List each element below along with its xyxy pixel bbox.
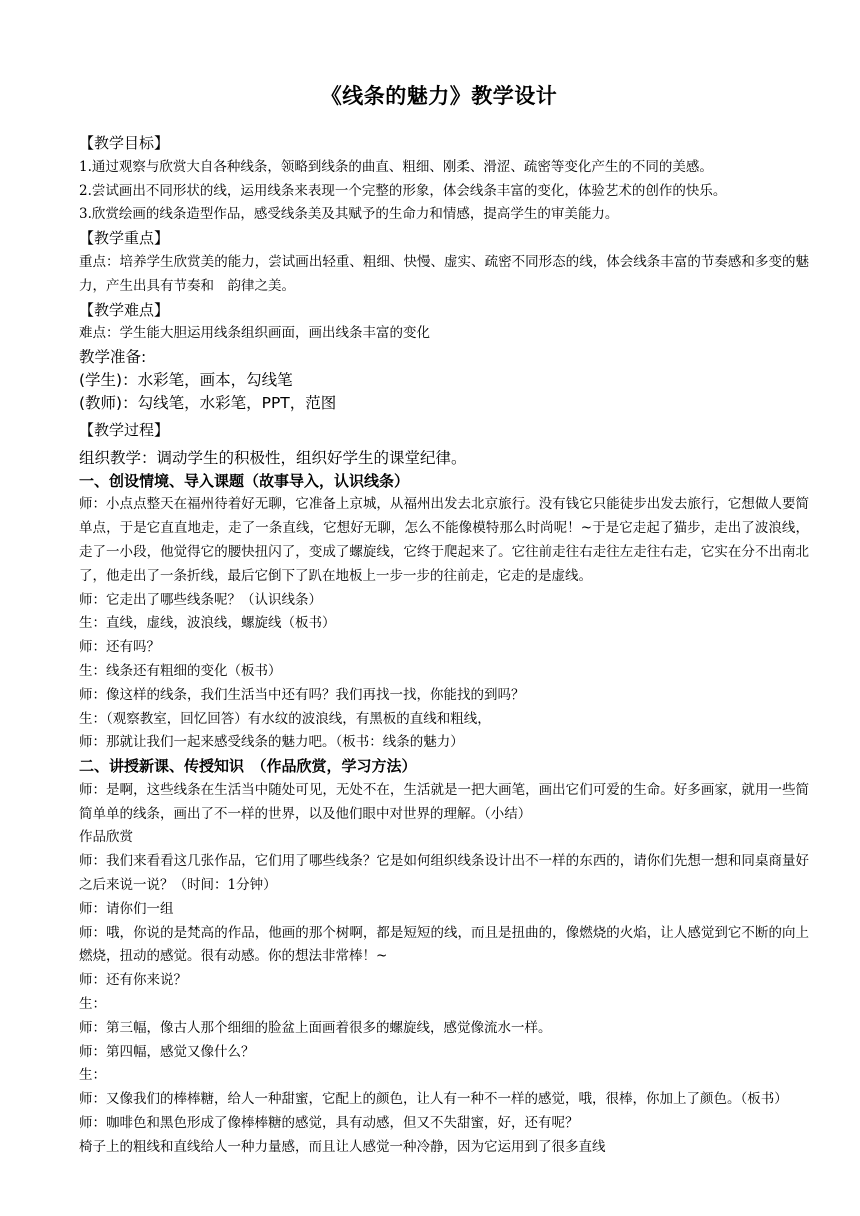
difficulty-text: 难点：学生能大胆运用线条组织画面，画出线条丰富的变化 <box>79 325 430 342</box>
organize-text: 组织教学：调动学生的积极性，组织好学生的课堂纪律。 <box>79 448 467 467</box>
section1-line: 师：像这样的线条，我们生活当中还有吗？我们再找一找，你能找的到吗？ <box>79 686 525 703</box>
goal-item: 1.通过观察与欣赏大自各种线条，领略到线条的曲直、粗细、刚柔、滑涩、疏密等变化产生的不同的美感。 <box>79 158 713 175</box>
goals-heading: 【教学目标】 <box>79 134 170 152</box>
document-body <box>79 132 809 1159</box>
keypoint-text: 重点：培养学生欣赏美的能力，尝试画出轻重、粗细、快慢、虚实、疏密不同形态的线，体会线条丰富的节奏感和多变的魅力，产生出具有节奏和 韵律之美。 <box>79 253 809 294</box>
section1-line: 师：还有吗？ <box>79 639 160 656</box>
prep-teacher: (教师)：勾线笔，水彩笔，PPT，范图 <box>79 394 337 413</box>
section1-line: 生：（观察教室，回忆回答）有水纹的波浪线，有黑板的直线和粗线， <box>79 710 491 727</box>
section1-line: 师：小点点整天在福州待着好无聊，它准备上京城，从福州出发去北京旅行。没有钱它只能徒步出发去旅行，它想做人要简单点，于是它直直地走，走了一条直线，它想好无聊，怎么不能像模特那么时尚呢！~于是它走起了猫步，走出了波浪线，走了一小段，他觉得它的腰快扭闪了，变成了螺旋线，它终于爬起来了。它往前走往右走往左走往右走，它实在分不出南北了，他走出了一条折线，最后它倒下了趴在地板上一步一步的往前走，它走的是虚线。 <box>79 496 809 584</box>
section2-line: 作品欣赏 <box>79 829 133 846</box>
section1-line: 师：那就让我们一起来感受线条的魅力吧。（板书：线条的魅力） <box>79 734 464 751</box>
section1-heading: 一、创设情境、导入课题（故事导入，认识线条） <box>79 471 410 490</box>
section2-line: 师：哦，你说的是梵高的作品，他画的那个树啊，都是短短的线，而且是扭曲的，像燃烧的火焰，让人感觉到它不断的向上燃烧，扭动的感觉。很有动感。你的想法非常棒！~ <box>79 924 809 965</box>
section2-line: 师：还有你来说？ <box>79 972 187 989</box>
keypoint-heading: 【教学重点】 <box>79 229 170 248</box>
section2-line: 师：我们来看看这几张作品，它们用了哪些线条？它是如何组织线条设计出不一样的东西的，请你们先想一想和同桌商量好之后来说一说？（时间：1分钟） <box>79 853 809 893</box>
section1-line: 生：直线，虚线，波浪线，螺旋线（板书） <box>79 615 336 632</box>
section2-line: 师：是啊，这些线条在生活当中随处可见，无处不在，生活就是一把大画笔，画出它们可爱的生命。好多画家，就用一些简简单单的线条，画出了不一样的世界，以及他们眼中对世界的理解。（小结） <box>79 781 809 822</box>
prep-heading: 教学准备: <box>79 348 147 367</box>
section2-line: 生： <box>79 995 106 1012</box>
prep-student: (学生)：水彩笔，画本，勾线笔 <box>79 371 293 390</box>
section2-line: 师：第四幅，感觉又像什么？ <box>79 1043 255 1060</box>
section2-line: 生： <box>79 1067 106 1084</box>
difficulty-heading: 【教学难点】 <box>79 300 170 319</box>
section2-line: 师：咖啡色和黑色形成了像棒棒糖的感觉，具有动感，但又不失甜蜜，好，还有呢？ <box>79 1114 579 1131</box>
section2-line: 师：请你们一组 <box>79 900 174 917</box>
document-title: 《线条的魅力》教学设计 <box>320 84 558 108</box>
section2-line: 师：第三幅，像古人那个细细的脸盆上面画着很多的螺旋线，感觉像流水一样。 <box>79 1019 552 1036</box>
section1-line: 生：线条还有粗细的变化（板书） <box>79 663 282 680</box>
section2-line: 椅子上的粗线和直线给人一种力量感，而且让人感觉一种冷静，因为它运用到了很多直线 <box>79 1138 606 1155</box>
section2-heading: 二、讲授新课、传授知识 （作品欣赏，学习方法） <box>79 757 417 776</box>
section1-line: 师：它走出了哪些线条呢？（认识线条） <box>79 591 322 608</box>
process-heading: 【教学过程】 <box>79 421 170 440</box>
goal-item: 2.尝试画出不同形状的线，运用线条来表现一个完整的形象，体会线条丰富的变化，体验艺术的创作的快乐。 <box>79 182 727 199</box>
section2-line: 师：又像我们的棒棒糖，给人一种甜蜜，它配上的颜色，让人有一种不一样的感觉，哦，很棒，你加上了颜色。（板书） <box>79 1091 788 1108</box>
goal-item: 3.欣赏绘画的线条造型作品，感受线条美及其赋予的生命力和情感，提高学生的审美能力。 <box>79 206 619 223</box>
